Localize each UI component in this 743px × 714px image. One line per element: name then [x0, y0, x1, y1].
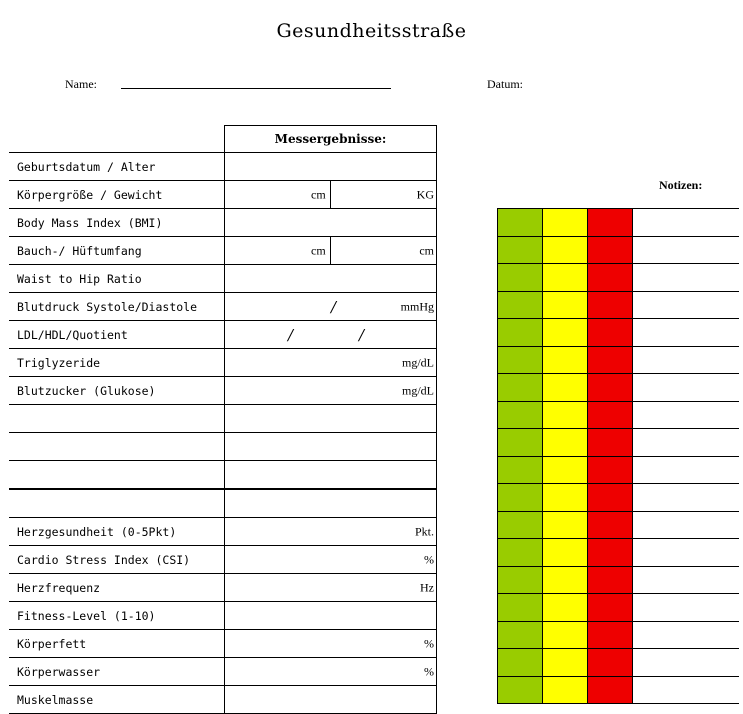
table-row: [9, 209, 437, 237]
notes-cell[interactable]: [633, 319, 740, 347]
table-row: [9, 265, 437, 293]
row-label: Herzgesundheit (0-5Pkt): [9, 518, 225, 546]
notes-row: [498, 484, 740, 512]
notes-row: [498, 291, 740, 319]
yellow-rating-cell[interactable]: [543, 374, 588, 402]
notes-cell[interactable]: [633, 346, 740, 374]
notes-row: [498, 539, 740, 567]
notes-cell[interactable]: [633, 566, 740, 594]
red-rating-cell[interactable]: [588, 319, 633, 347]
table-row: [9, 658, 437, 686]
yellow-rating-cell[interactable]: [543, 401, 588, 429]
row-label: Muskelmasse: [9, 686, 225, 714]
row-label: [9, 489, 225, 518]
red-rating-cell[interactable]: [588, 621, 633, 649]
table-row: [9, 237, 437, 265]
green-rating-cell[interactable]: [498, 374, 543, 402]
notes-cell[interactable]: [633, 429, 740, 457]
green-rating-cell[interactable]: [498, 319, 543, 347]
table-row: [9, 489, 437, 518]
table-row: [9, 630, 437, 658]
row-label: Triglyzeride: [9, 349, 225, 377]
notes-row: [498, 566, 740, 594]
value-cell[interactable]: [225, 377, 437, 405]
value-cell[interactable]: [225, 181, 437, 209]
notes-cell[interactable]: [633, 484, 740, 512]
green-rating-cell[interactable]: [498, 676, 543, 704]
green-rating-cell[interactable]: [498, 429, 543, 457]
row-label: Herzfrequenz: [9, 574, 225, 602]
green-rating-cell[interactable]: [498, 539, 543, 567]
notes-cell[interactable]: [633, 264, 740, 292]
red-rating-cell[interactable]: [588, 236, 633, 264]
notes-cell[interactable]: [633, 621, 740, 649]
red-rating-cell[interactable]: [588, 374, 633, 402]
table-row: [9, 461, 437, 490]
red-rating-cell[interactable]: [588, 511, 633, 539]
red-rating-cell[interactable]: [588, 291, 633, 319]
red-rating-cell[interactable]: [588, 539, 633, 567]
name-label: Name:: [65, 77, 97, 91]
notes-row: [498, 429, 740, 457]
row-label: LDL/HDL/Quotient: [9, 321, 225, 349]
yellow-rating-cell[interactable]: [543, 456, 588, 484]
value-cell[interactable]: [225, 574, 437, 602]
notes-cell[interactable]: [633, 649, 740, 677]
value-cell[interactable]: [225, 461, 437, 490]
unit-label: cm: [311, 243, 326, 257]
unit-label: mg/dL: [402, 383, 434, 397]
row-label: Körpergröße / Gewicht: [9, 181, 225, 209]
yellow-rating-cell[interactable]: [543, 484, 588, 512]
row-label: Körperfett: [9, 630, 225, 658]
unit-label: cm: [419, 243, 434, 257]
table-row: [9, 574, 437, 602]
red-rating-cell[interactable]: [588, 566, 633, 594]
notes-cell[interactable]: [633, 401, 740, 429]
red-rating-cell[interactable]: [588, 429, 633, 457]
yellow-rating-cell[interactable]: [543, 236, 588, 264]
value-cell[interactable]: [225, 658, 437, 686]
red-rating-cell[interactable]: [588, 264, 633, 292]
value-cell[interactable]: [225, 321, 437, 349]
green-rating-cell[interactable]: [498, 566, 543, 594]
table-row: [9, 433, 437, 461]
row-label: [9, 405, 225, 433]
table-row: [9, 518, 437, 546]
unit-label: KG: [416, 187, 434, 201]
green-rating-cell[interactable]: [498, 621, 543, 649]
row-label: Bauch-/ Hüftumfang: [9, 237, 225, 265]
green-rating-cell[interactable]: [498, 264, 543, 292]
value-cell[interactable]: [225, 237, 437, 265]
table-row: [9, 602, 437, 630]
row-label: Cardio Stress Index (CSI): [9, 546, 225, 574]
separator-slash: /: [359, 325, 365, 344]
value-cell[interactable]: [225, 630, 437, 658]
row-label: Fitness-Level (1-10): [9, 602, 225, 630]
green-rating-cell[interactable]: [498, 456, 543, 484]
notes-cell[interactable]: [633, 594, 740, 622]
notes-row: [498, 511, 740, 539]
yellow-rating-cell[interactable]: [543, 539, 588, 567]
yellow-rating-cell[interactable]: [543, 511, 588, 539]
green-rating-cell[interactable]: [498, 401, 543, 429]
yellow-rating-cell[interactable]: [543, 621, 588, 649]
row-label: Blutzucker (Glukose): [9, 377, 225, 405]
separator-slash: /: [331, 297, 337, 316]
red-rating-cell[interactable]: [588, 456, 633, 484]
yellow-rating-cell[interactable]: [543, 566, 588, 594]
yellow-rating-cell[interactable]: [543, 649, 588, 677]
notes-cell[interactable]: [633, 374, 740, 402]
yellow-rating-cell[interactable]: [543, 429, 588, 457]
notes-cell[interactable]: [633, 511, 740, 539]
unit-label: Pkt.: [414, 524, 434, 538]
notes-cell[interactable]: [633, 676, 740, 704]
yellow-rating-cell[interactable]: [543, 319, 588, 347]
value-cell[interactable]: [225, 489, 437, 518]
notes-row: [498, 594, 740, 622]
red-rating-cell[interactable]: [588, 649, 633, 677]
green-rating-cell[interactable]: [498, 346, 543, 374]
green-rating-cell[interactable]: [498, 511, 543, 539]
red-rating-cell[interactable]: [588, 401, 633, 429]
notes-row: [498, 346, 740, 374]
row-label: Body Mass Index (BMI): [9, 209, 225, 237]
green-rating-cell[interactable]: [498, 594, 543, 622]
green-rating-cell[interactable]: [498, 291, 543, 319]
notes-row: [498, 401, 740, 429]
separator-slash: /: [288, 325, 294, 344]
value-cell[interactable]: [225, 293, 437, 321]
row-label: [9, 461, 225, 490]
yellow-rating-cell[interactable]: [543, 346, 588, 374]
notes-cell[interactable]: [633, 291, 740, 319]
yellow-rating-cell[interactable]: [543, 676, 588, 704]
table-row: [9, 349, 437, 377]
value-cell[interactable]: [225, 602, 437, 630]
notes-row: [498, 676, 740, 704]
notes-row: [498, 236, 740, 264]
name-field-line[interactable]: [121, 88, 391, 89]
traffic-light-notes-table: [497, 208, 739, 704]
value-cell[interactable]: [225, 265, 437, 293]
yellow-rating-cell[interactable]: [543, 264, 588, 292]
table-row: [9, 181, 437, 209]
row-label: [9, 433, 225, 461]
unit-label: %: [424, 552, 434, 566]
notes-header: Notizen:: [659, 178, 703, 192]
value-cell[interactable]: [225, 405, 437, 433]
value-cell[interactable]: [225, 518, 437, 546]
green-rating-cell[interactable]: [498, 484, 543, 512]
unit-label: %: [424, 636, 434, 650]
value-cell[interactable]: [225, 433, 437, 461]
table-row: [9, 405, 437, 433]
unit-label: mg/dL: [402, 355, 434, 369]
value-cell[interactable]: [225, 546, 437, 574]
results-table: [9, 125, 437, 714]
unit-label: Hz: [420, 580, 434, 594]
row-label: Waist to Hip Ratio: [9, 265, 225, 293]
notes-cell[interactable]: [633, 209, 740, 237]
notes-row: [498, 209, 740, 237]
red-rating-cell[interactable]: [588, 676, 633, 704]
value-cell[interactable]: [225, 686, 437, 714]
green-rating-cell[interactable]: [498, 649, 543, 677]
row-label: Körperwasser: [9, 658, 225, 686]
unit-label: mmHg: [400, 299, 434, 313]
value-cell[interactable]: [225, 153, 437, 181]
page-title: Gesundheitsstraße: [276, 20, 467, 42]
green-rating-cell[interactable]: [498, 209, 543, 237]
notes-row: [498, 649, 740, 677]
yellow-rating-cell[interactable]: [543, 209, 588, 237]
results-header: Messergebnisse:: [225, 126, 437, 153]
red-rating-cell[interactable]: [588, 484, 633, 512]
notes-row: [498, 374, 740, 402]
notes-cell[interactable]: [633, 456, 740, 484]
value-cell[interactable]: [225, 349, 437, 377]
notes-row: [498, 264, 740, 292]
notes-row: [498, 456, 740, 484]
table-row: [9, 153, 437, 181]
table-row: [9, 686, 437, 714]
red-rating-cell[interactable]: [588, 594, 633, 622]
notes-cell[interactable]: [633, 539, 740, 567]
green-rating-cell[interactable]: [498, 236, 543, 264]
table-row: [9, 321, 437, 349]
row-label: Geburtsdatum / Alter: [9, 153, 225, 181]
date-label: Datum:: [487, 77, 523, 91]
unit-label: cm: [311, 187, 326, 201]
red-rating-cell[interactable]: [588, 346, 633, 374]
table-row: [9, 377, 437, 405]
value-cell[interactable]: [225, 209, 437, 237]
red-rating-cell[interactable]: [588, 209, 633, 237]
row-label: Blutdruck Systole/Diastole: [9, 293, 225, 321]
table-row: [9, 546, 437, 574]
yellow-rating-cell[interactable]: [543, 291, 588, 319]
table-row: [9, 293, 437, 321]
unit-label: %: [424, 664, 434, 678]
yellow-rating-cell[interactable]: [543, 594, 588, 622]
notes-cell[interactable]: [633, 236, 740, 264]
notes-row: [498, 621, 740, 649]
notes-row: [498, 319, 740, 347]
